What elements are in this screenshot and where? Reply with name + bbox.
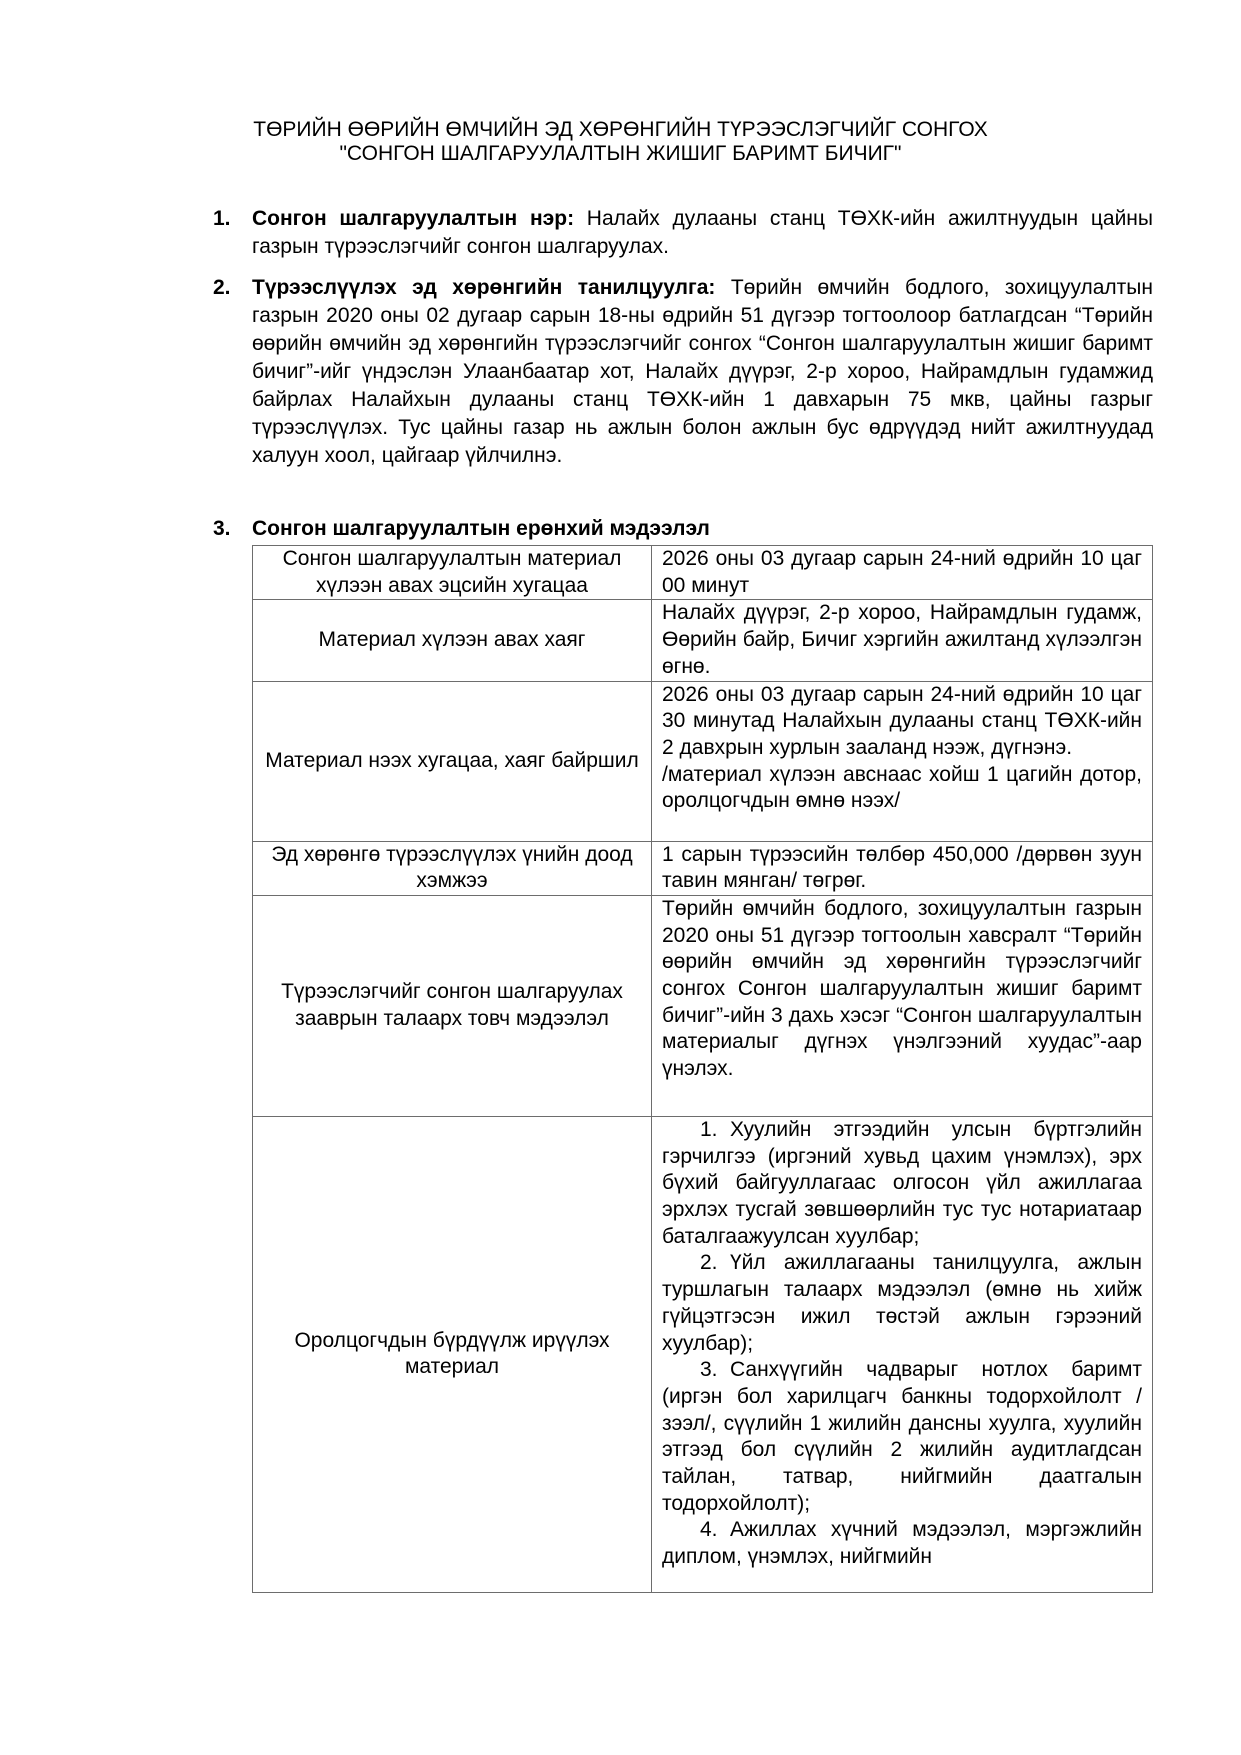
- row-label: Оролцогчдын бүрдүүлж ирүүлэх материал: [253, 1116, 652, 1592]
- value-text: 2026 оны 03 дугаар сарын 24-ний өдрийн 10 цаг 30 минутад Налайхын дулааны станц ТӨХК-ийн 2 давхрын хурлын зааланд нээж, дүгнэнэ.: [662, 682, 1142, 759]
- row-value: Налайх дүүрэг, 2-р хороо, Найрамдлын гудамж, Өөрийн байр, Бичиг хэргийн ажилтанд хүлээлгэн өгнө.: [652, 600, 1153, 681]
- row-label: Түрээслэгчийг сонгон шалгаруулах зааврын талаарх товч мэдээлэл: [253, 895, 652, 1116]
- row-value-list: [652, 1116, 1153, 1592]
- section-1: [213, 205, 1153, 261]
- general-info-table: [252, 545, 1153, 1593]
- list-number: 1.: [700, 1117, 718, 1141]
- table-row: [253, 895, 1153, 1116]
- list-number: 4.: [700, 1518, 718, 1542]
- list-number: 2.: [700, 1251, 718, 1275]
- document-title: [0, 118, 1241, 166]
- list-text: Ажиллах хүчний мэдээлэл, мэргэжлийн диплом, үнэмлэх, нийгмийн: [662, 1518, 1142, 1569]
- table-row: [253, 681, 1153, 841]
- section-heading: Сонгон шалгаруулалтын ерөнхий мэдээлэл: [252, 517, 710, 540]
- list-number: 3.: [700, 1358, 718, 1382]
- list-text: Хуулийн этгээдийн улсын бүртгэлийн гэрчилгээ (иргэний хувьд цахим үнэмлэх), эрх бүхий байгууллагаас олгосон үйл ажиллагаа эрхлэх тусгай зөвшөөрлийн тус тус нотариатаар баталгаажуулсан хуулбар;: [662, 1117, 1142, 1248]
- row-label: Сонгон шалгаруулалтын материал хүлээн авах эцсийн хугацаа: [253, 546, 652, 600]
- title-line-1: ТӨРИЙН ӨӨРИЙН ӨМЧИЙН ЭД ХӨРӨНГИЙН ТҮРЭЭСЛЭГЧИЙГ СОНГОХ: [253, 118, 988, 141]
- table-row: [253, 546, 1153, 600]
- list-item: [662, 1117, 1142, 1251]
- row-value: [652, 681, 1153, 841]
- section-number: 1.: [213, 207, 231, 230]
- table-row: [253, 600, 1153, 681]
- row-value: 2026 оны 03 дугаар сарын 24-ний өдрийн 10 цаг 00 минут: [652, 546, 1153, 600]
- section-text: Налайх дулааны станц ТӨХК-ийн ажилтнуудын цайны газрын түрээслэгчийг сонгон шалгаруулах.: [252, 207, 1153, 258]
- section-2: [213, 274, 1153, 470]
- section-number: 3.: [213, 517, 231, 540]
- list-item: [662, 1250, 1142, 1357]
- list-text: Үйл ажиллагааны танилцуулга, ажлын туршлагын талаарх мэдээлэл (өмнө нь хийж гүйцэтгэсэн ижил төстэй ажлын гэрээний хуулбар);: [662, 1251, 1142, 1355]
- row-label: Материал хүлээн авах хаяг: [253, 600, 652, 681]
- section-text: Төрийн өмчийн бодлого, зохицуулалтын газрын 2020 оны 02 дугаар сарын 18-ны өдрийн 51 дүгээр тогтоолоор батлагдсан “Төрийн өөрийн өмчийн эд хөрөнгийн түрээслэгчийг сонгох “Сонгон шалгаруулалтын жишиг баримт бичиг”-ийг үндэслэн Улаанбаатар хот, Налайх дүүрэг, 2-р хороо, Найрамдлын гудамжид байрлах Налайхын дулааны станц ТӨХК-ийн 1 давхарын 75 мкв, цайны газрыг түрээслүүлэх. Тус цайны газар нь ажлын болон ажлын бус өдрүүдэд нийт ажилтнуудад халуун хоол, цайгаар үйлчилнэ.: [252, 276, 1153, 467]
- section-3: [213, 515, 1153, 543]
- row-value: 1 сарын түрээсийн төлбөр 450,000 /дөрвөн зуун тавин мянган/ төгрөг.: [652, 841, 1153, 895]
- list-item: [662, 1357, 1142, 1517]
- list-text: Санхүүгийн чадварыг нотлох баримт (иргэн бол харилцагч банкны тодорхойлолт /зээл/, сүүлийн 1 жилийн дансны хуулга, хуулийн этгээд бол сүүлийн 2 жилийн аудитлагдсан тайлан, татвар, нийгмийн даатгалын тодорхойлолт);: [662, 1358, 1142, 1515]
- row-value: Төрийн өмчийн бодлого, зохицуулалтын газрын 2020 оны 51 дүгээр тогтоолын хавсралт “Төрийн өөрийн өмчийн эд хөрөнгийн түрээслэгчийг сонгох Сонгон шалгаруулалтын жишиг баримт бичиг”-ийн 3 дахь хэсэг “Сонгон шалгаруулалтын материалыг дүгнэх үнэлгээний хуудас”-аар үнэлэх.: [652, 895, 1153, 1116]
- section-heading: Түрээслүүлэх эд хөрөнгийн танилцуулга:: [252, 276, 716, 299]
- row-label: Эд хөрөнгө түрээслүүлэх үнийн доод хэмжээ: [253, 841, 652, 895]
- table-row: [253, 1116, 1153, 1592]
- title-line-2: "СОНГОН ШАЛГАРУУЛАЛТЫН ЖИШИГ БАРИМТ БИЧИГ": [339, 142, 902, 165]
- row-label: Материал нээх хугацаа, хаяг байршил: [253, 681, 652, 841]
- value-note: /материал хүлээн авснаас хойш 1 цагийн дотор, оролцогчдын өмнө нээх/: [662, 762, 1142, 813]
- section-heading: Сонгон шалгаруулалтын нэр:: [252, 207, 575, 230]
- table-row: [253, 841, 1153, 895]
- list-item: [662, 1517, 1142, 1570]
- section-number: 2.: [213, 276, 231, 299]
